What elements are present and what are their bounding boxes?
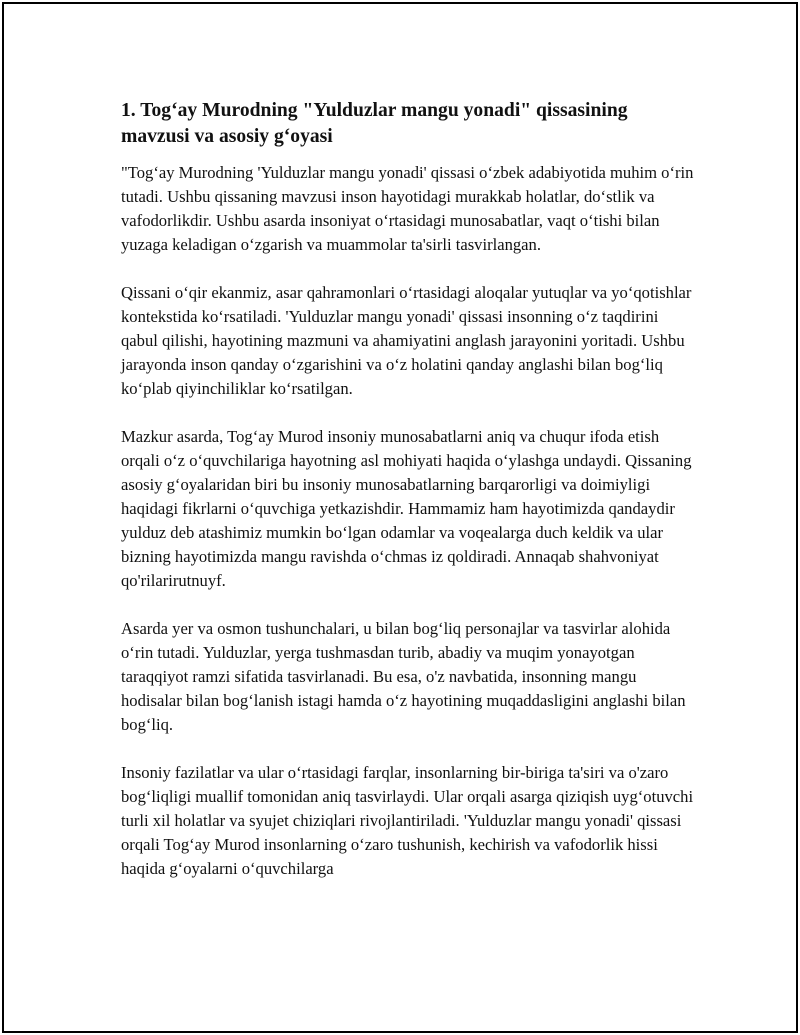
paragraph-4: Asarda yer va osmon tushunchalari, u bilan bog‘liq personajlar va tasvirlar alohida o‘rin tutadi. Yulduzlar, yerga tushmasdan turib, abadiy va muqim yonayotgan taraqqiyot ramzi sifatida tasvirlanadi. Bu esa, o'z navbatida, insonning mangu hodisalar bilan bog‘lanish istagi hamda o‘z hayotining muqaddasligini anglashi bilan bog‘liq. bbox=[121, 619, 686, 734]
paragraph-1: "Tog‘ay Murodning 'Yulduzlar mangu yonadi' qissasi o‘zbek adabiyotida muhim o‘rin tutadi. Ushbu qissaning mavzusi inson hayotidagi murakkab holatlar, do‘stlik va vafodorlikdir. Ushbu asarda insoniyat o‘rtasidagi munosabatlar, vaqt o‘tishi bilan yuzaga keladigan o‘zgarish va muammolar ta'sirli tasvirlangan. bbox=[121, 163, 694, 254]
section-heading: 1. Tog‘ay Murodning "Yulduzlar mangu yonadi" qissasining mavzusi va asosiy g‘oyasi bbox=[121, 100, 628, 147]
paragraph-3: Mazkur asarda, Tog‘ay Murod insoniy munosabatlarni aniq va chuqur ifoda etish orqali o‘z o‘quvchilariga hayotning asl mohiyati haqida o‘ylashga undaydi. Qissaning asosiy g‘oyalaridan biri bu insoniy munosabatlarning barqarorligi va doimiyligi haqidagi fikrlarni o‘quvchiga yetkazishdir. Hammamiz ham hayotimizda qandaydir yulduz deb atashimiz mumkin bo‘lgan odamlar va voqealarga duch keldik va ular bizning hayotimizda mangu ravishda o‘chmas iz qoldiradi. Annaqab shahvoniyat qo'rilarirutnuyf. bbox=[121, 427, 692, 590]
paragraph-2: Qissani o‘qir ekanmiz, asar qahramonlari o‘rtasidagi aloqalar yutuqlar va yo‘qotishlar kontekstida ko‘rsatiladi. 'Yulduzlar mangu yonadi' qissasi insonning o‘z taqdirini qabul qilishi, hayotining mazmuni va ahamiyatini anglash jarayonini yoritadi. Ushbu jarayonda inson qanday o‘zgarishini va o‘z holatini qanday anglashi bilan bog‘liq ko‘plab qiyinchiliklar ko‘rsatilgan. bbox=[121, 283, 692, 398]
paragraph-5: Insoniy fazilatlar va ular o‘rtasidagi farqlar, insonlarning bir-biriga ta'siri va o'zaro bog‘liqligi muallif tomonidan aniq tasvirlaydi. Ular orqali asarga qiziqish uyg‘otuvchi turli xil holatlar va syujet chiziqlari rivojlantiriladi. 'Yulduzlar mangu yonadi' qissasi orqali Tog‘ay Murod insonlarning o‘zaro tushunish, kechirish va vafodorlik hissi haqida g‘oyalarni o‘quvchilarga bbox=[121, 763, 694, 878]
page-border bbox=[2, 2, 798, 1033]
document-body bbox=[121, 98, 696, 905]
